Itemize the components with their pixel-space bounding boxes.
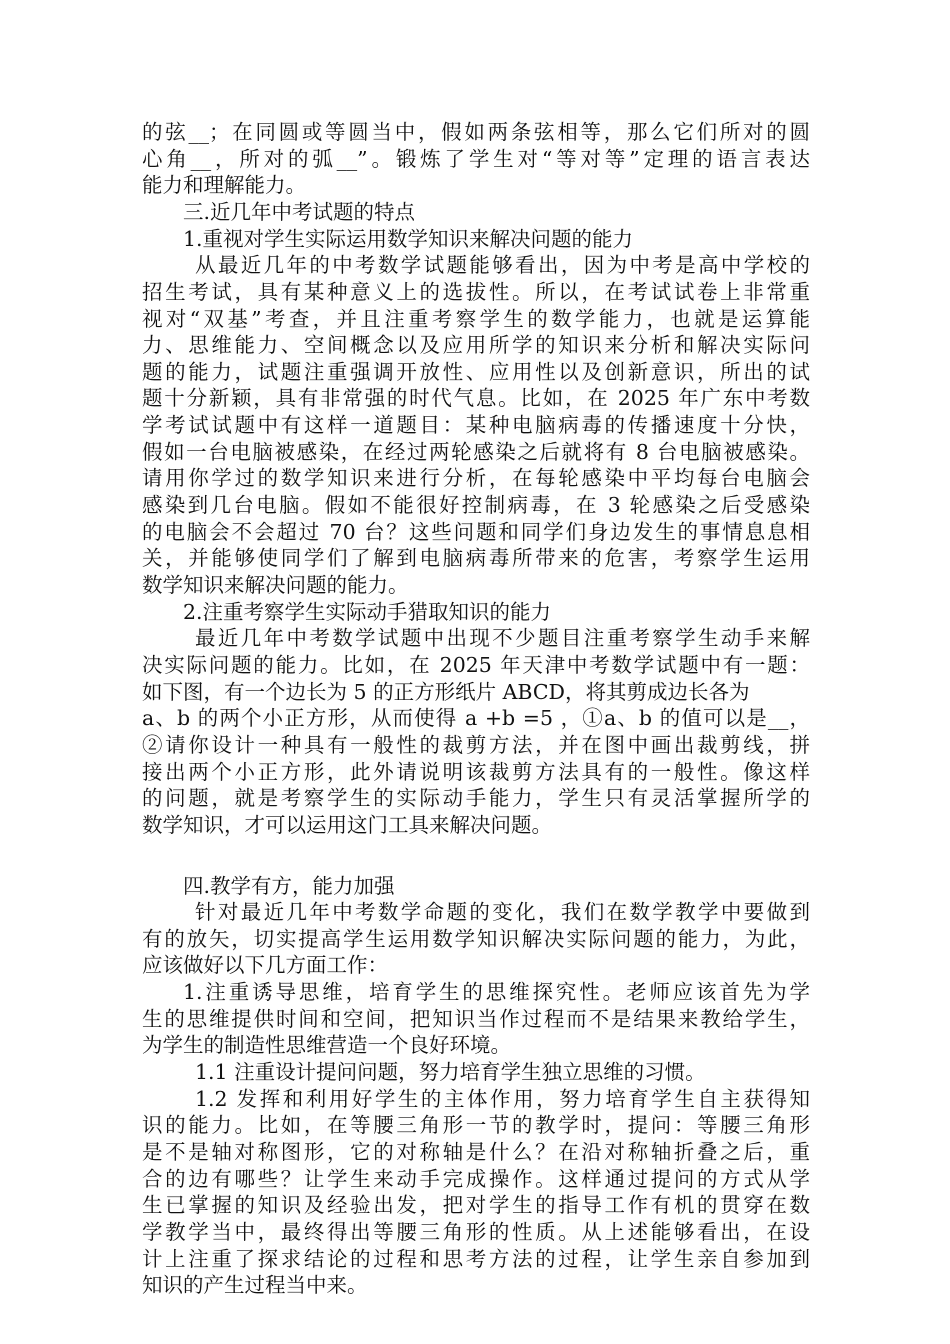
text-line: 力、思维能力、空间概念以及应用所学的知识来分析和解决实际问 bbox=[142, 333, 810, 357]
text-line: 1.1 注重设计提问问题，努力培育学生独立思维的习惯。 bbox=[195, 1060, 706, 1084]
text-line: 数学知识来解决问题的能力。 bbox=[142, 573, 409, 597]
text-line: 招生考试，具有某种意义上的选拔性。所以，在考试试卷上非常重 bbox=[142, 280, 810, 304]
text-line: 1.注重诱导思维，培育学生的思维探究性。老师应该首先为学 bbox=[183, 980, 810, 1004]
text-line: 决实际问题的能力。比如，在 2025 年天津中考数学试题中有一题： bbox=[142, 653, 810, 677]
text-line: 针对最近几年中考数学命题的变化，我们在数学教学中要做到 bbox=[195, 900, 810, 924]
text-line: a、b 的两个小正方形，从而使得 a +b =5 ，①a、b 的值可以是__， bbox=[142, 706, 810, 730]
text-line: 假如一台电脑被感染，在经过两轮感染之后就将有 8 台电脑被感染。 bbox=[142, 440, 810, 464]
text-line: 2.注重考察学生实际动手猎取知识的能力 bbox=[183, 600, 552, 624]
text-line: 生的思维提供时间和空间，把知识当作过程而不是结果来教给学生， bbox=[142, 1007, 810, 1031]
text-line: ②请你设计一种具有一般性的裁剪方法，并在图中画出裁剪线，拼 bbox=[142, 733, 810, 757]
text-line: 识的能力。比如，在等腰三角形一节的教学时，提问：等腰三角形 bbox=[142, 1113, 810, 1137]
text-line: 为学生的制造性思维营造一个良好环境。 bbox=[142, 1033, 511, 1057]
text-line: 题的能力，试题注重强调开放性、应用性以及创新意识，所出的试 bbox=[142, 360, 810, 384]
text-line: 三.近几年中考试题的特点 bbox=[183, 200, 416, 224]
text-line: 如下图，有一个边长为 5 的正方形纸片 ABCD，将其剪成边长各为 bbox=[142, 680, 750, 704]
text-line: 的弦__；在同圆或等圆当中，假如两条弦相等，那么它们所对的圆 bbox=[142, 120, 810, 144]
text-line: 视对“双基”考查，并且注重考察学生的数学能力，也就是运算能 bbox=[142, 307, 810, 331]
text-line: 1.2 发挥和利用好学生的主体作用，努力培育学生自主获得知 bbox=[195, 1087, 810, 1111]
text-line: 数学知识，才可以运用这门工具来解决问题。 bbox=[142, 813, 552, 837]
text-line: 知识的产生过程当中来。 bbox=[142, 1273, 368, 1297]
text-line: 题十分新颖，具有非常强的时代气息。比如，在 2025 年广东中考数 bbox=[142, 386, 810, 410]
text-line: 四.教学有方，能力加强 bbox=[183, 874, 395, 898]
text-line: 应该做好以下几方面工作： bbox=[142, 953, 388, 977]
text-line: 计上注重了探求结论的过程和思考方法的过程，让学生亲自参加到 bbox=[142, 1247, 810, 1271]
text-line: 学教学当中，最终得出等腰三角形的性质。从上述能够看出，在设 bbox=[142, 1220, 810, 1244]
text-line: 的问题，就是考察学生的实际动手能力，学生只有灵活掌握所学的 bbox=[142, 786, 810, 810]
text-line: 请用你学过的数学知识来进行分析，在每轮感染中平均每台电脑会 bbox=[142, 466, 810, 490]
text-line: 心角__，所对的弧__”。锻炼了学生对“等对等”定理的语言表达 bbox=[142, 147, 810, 171]
text-line: 关，并能够使同学们了解到电脑病毒所带来的危害，考察学生运用 bbox=[142, 546, 810, 570]
text-line: 1.重视对学生实际运用数学知识来解决问题的能力 bbox=[183, 227, 634, 251]
text-line: 的电脑会不会超过 70 台？这些问题和同学们身边发生的事情息息相 bbox=[142, 520, 810, 544]
text-line: 能力和理解能力。 bbox=[142, 173, 306, 197]
text-line: 最近几年中考数学试题中出现不少题目注重考察学生动手来解 bbox=[195, 626, 810, 650]
text-line: 生已掌握的知识及经验出发，把对学生的指导工作有机的贯穿在数 bbox=[142, 1193, 810, 1217]
text-line: 感染到几台电脑。假如不能很好控制病毒，在 3 轮感染之后受感染 bbox=[142, 493, 810, 517]
text-line: 合的边有哪些？让学生来动手完成操作。这样通过提问的方式从学 bbox=[142, 1167, 810, 1191]
text-line: 学考试试题中有这样一道题目：某种电脑病毒的传播速度十分快， bbox=[142, 413, 810, 437]
text-line: 是不是轴对称图形，它的对称轴是什么？在沿对称轴折叠之后，重 bbox=[142, 1140, 810, 1164]
text-line: 从最近几年的中考数学试题能够看出，因为中考是高中学校的 bbox=[195, 253, 810, 277]
text-line: 有的放矢，切实提高学生运用数学知识解决实际问题的能力，为此， bbox=[142, 927, 810, 951]
text-line: 接出两个小正方形，此外请说明该裁剪方法具有的一般性。像这样 bbox=[142, 760, 810, 784]
